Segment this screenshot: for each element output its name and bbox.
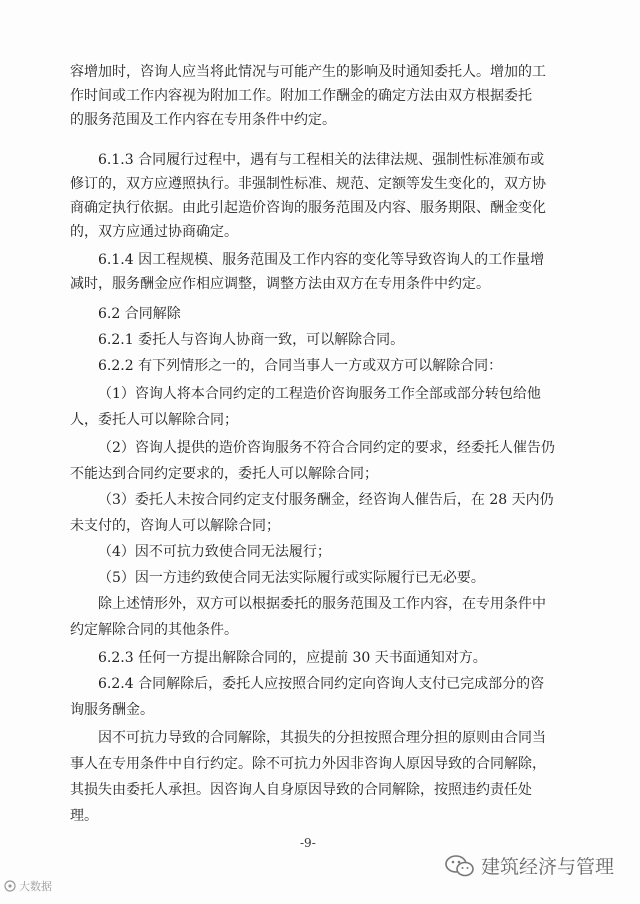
text-line: 因不可抗力导致的合同解除，其损失的分担按照合理分担的原则由合同当 xyxy=(98,730,546,746)
watermark-brand-text: 建筑经济与管理 xyxy=(481,856,615,878)
text-line: 约定解除合同的其他条件。 xyxy=(70,622,238,638)
source-logo-icon xyxy=(4,880,16,892)
text-line: （2）咨询人提供的造价咨询服务不符合合同约定的要求，经委托人催告仍 xyxy=(98,440,555,456)
text-line: 容增加时，咨询人应当将此情况与可能产生的影响及时通知委托人。增加的工 xyxy=(70,64,546,80)
wechat-watermark xyxy=(445,852,614,879)
text-line: 不能达到合同约定要求的，委托人可以解除合同； xyxy=(70,466,378,482)
page-number: -9- xyxy=(300,836,316,850)
text-line: 6.2.4 合同解除后，委托人应按照合同约定向咨询人支付已完成部分的咨 xyxy=(98,676,545,692)
text-line: 减时，服务酬金应作相应调整，调整方法由双方在专用条件中约定。 xyxy=(70,276,490,292)
wechat-icon xyxy=(445,854,475,878)
text-line: 未支付的，咨询人可以解除合同； xyxy=(70,518,280,534)
source-watermark-text: 大数据 xyxy=(19,880,52,893)
text-line: 的，双方应通过协商确定。 xyxy=(70,224,238,240)
text-line: 理。 xyxy=(70,808,98,824)
text-line: 人，委托人可以解除合同； xyxy=(70,412,238,428)
text-line: （1）咨询人将本合同约定的工程造价咨询服务工作全部或部分转包给他 xyxy=(98,386,541,402)
source-watermark xyxy=(4,878,52,894)
text-line: 除上述情形外，双方可以根据委托的服务范围及工作内容，在专用条件中 xyxy=(98,596,546,612)
text-line: 6.1.3 合同履行过程中，遇有与工程相关的法律法规、强制性标准颁布或 xyxy=(98,152,545,168)
text-line: 6.1.4 因工程规模、服务范围及工作内容的变化等导致咨询人的工作量增 xyxy=(98,252,545,268)
text-line: 询服务酬金。 xyxy=(70,702,154,718)
text-line: 的服务范围及工作内容在专用条件中约定。 xyxy=(70,112,336,128)
text-line: 6.2.1 委托人与咨询人协商一致，可以解除合同。 xyxy=(98,332,405,348)
text-line: （4）因不可抗力致使合同无法履行； xyxy=(98,544,331,560)
text-line: 事人在专用条件中自行约定。除不可抗力外因非咨询人原因导致的合同解除， xyxy=(70,756,546,772)
text-line: 6.2.3 任何一方提出解除合同的，应提前 30 天书面通知对方。 xyxy=(98,650,487,666)
text-line: （5）因一方违约致使合同无法实际履行或实际履行已无必要。 xyxy=(98,570,485,586)
text-line: 6.2 合同解除 xyxy=(98,306,181,322)
text-line: （3）委托人未按合同约定支付服务酬金，经咨询人催告后，在 28 天内仍 xyxy=(98,492,554,508)
text-line: 其损失由委托人承担。因咨询人自身原因导致的合同解除，按照违约责任处 xyxy=(70,782,532,798)
text-line: 6.2.2 有下列情形之一的，合同当事人一方或双方可以解除合同： xyxy=(98,358,503,374)
text-line: 作时间或工作内容视为附加工作。附加工作酬金的确定方法由双方根据委托 xyxy=(70,88,532,104)
text-line: 商确定执行依据。由此引起造价咨询的服务范围及内容、服务期限、酬金变化 xyxy=(70,200,546,216)
text-line: 修订的，双方应遵照执行。非强制性标准、规范、定额等发生变化的，双方协 xyxy=(70,176,546,192)
